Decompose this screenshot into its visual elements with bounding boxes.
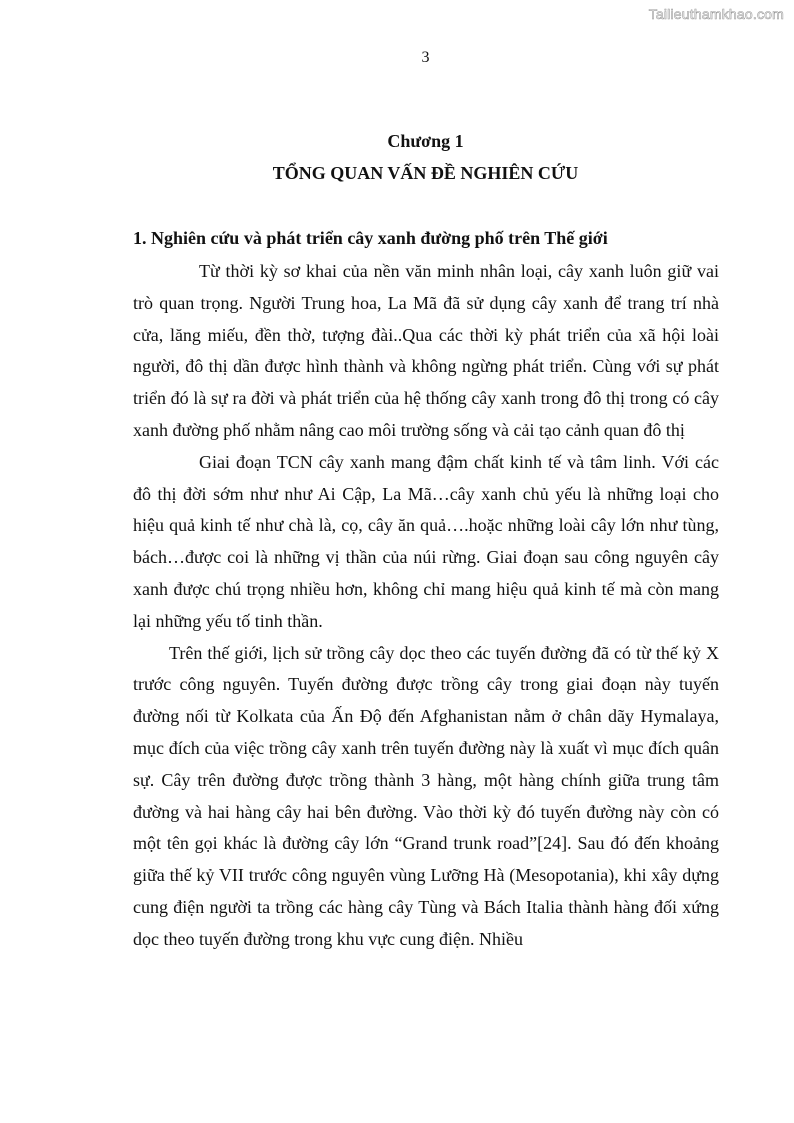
page-number: 3 <box>421 49 430 66</box>
paragraph-1: Từ thời kỳ sơ khai của nền văn minh nhân loại, cây xanh luôn giữ vai trò quan trọng. Người Trung hoa, La Mã đã sử dụng cây xanh để trang trí nhà cửa, lăng miếu, đền thờ, tượng đài..Qua các thời kỳ phát triển của xã hội loài người, đô thị dần được hình thành và không ngừng phát triển. Cùng với sự phát triển đó là sự ra đời và phát triển của hệ thống cây xanh trong đô thị trong có cây xanh đường phố nhằm nâng cao môi trường sống và cải tạo cảnh quan đô thị <box>133 261 719 440</box>
watermark: Tailieuthamkhao.com <box>648 6 784 22</box>
chapter-label: Chương 1 <box>387 131 464 151</box>
body-text <box>133 256 719 956</box>
paragraph-2: Giai đoạn TCN cây xanh mang đậm chất kinh tế và tâm linh. Với các đô thị đời sớm như như Ai Cập, La Mã…cây xanh chủ yếu là những loại cho hiệu quả kinh tế như chà là, cọ, cây ăn quả….hoặc những loài cây lớn như tùng, bách…được coi là những vị thần của núi rừng. Giai đoạn sau công nguyên cây xanh được chú trọng nhiều hơn, không chỉ mang hiệu quả kinh tế mà còn mang lại những yếu tố tinh thần. <box>133 451 719 631</box>
section-heading: 1. Nghiên cứu và phát triển cây xanh đường phố trên Thế giới <box>133 228 608 248</box>
chapter-title: TỔNG QUAN VẤN ĐỀ NGHIÊN CỨU <box>272 163 579 183</box>
paragraph-3: Trên thế giới, lịch sử trồng cây dọc theo các tuyến đường đã có từ thế kỷ X trước công nguyên. Tuyến đường được trồng cây trong giai đoạn này tuyến đường nối từ Kolkata của Ấn Độ đến Afghanistan nằm ở chân dãy Hymalaya, mục đích của việc trồng cây xanh trên tuyến đường này là xuất vì mục đích quân sự. Cây trên đường được trồng thành 3 hàng, một hàng chính giữa trung tâm đường và hai hàng cây hai bên đường. Vào thời kỳ đó tuyến đường này còn có một tên gọi khác là đường cây lớn “Grand trunk road”[24]. Sau đó đến khoảng giữa thế kỷ VII trước công nguyên vùng Lưỡng Hà (Mesopotania), khi xây dựng cung điện người ta trồng các hàng cây Tùng và Bách Italia thành hàng đối xứng dọc theo tuyến đường trong khu vực cung điện. Nhiều <box>133 642 719 949</box>
